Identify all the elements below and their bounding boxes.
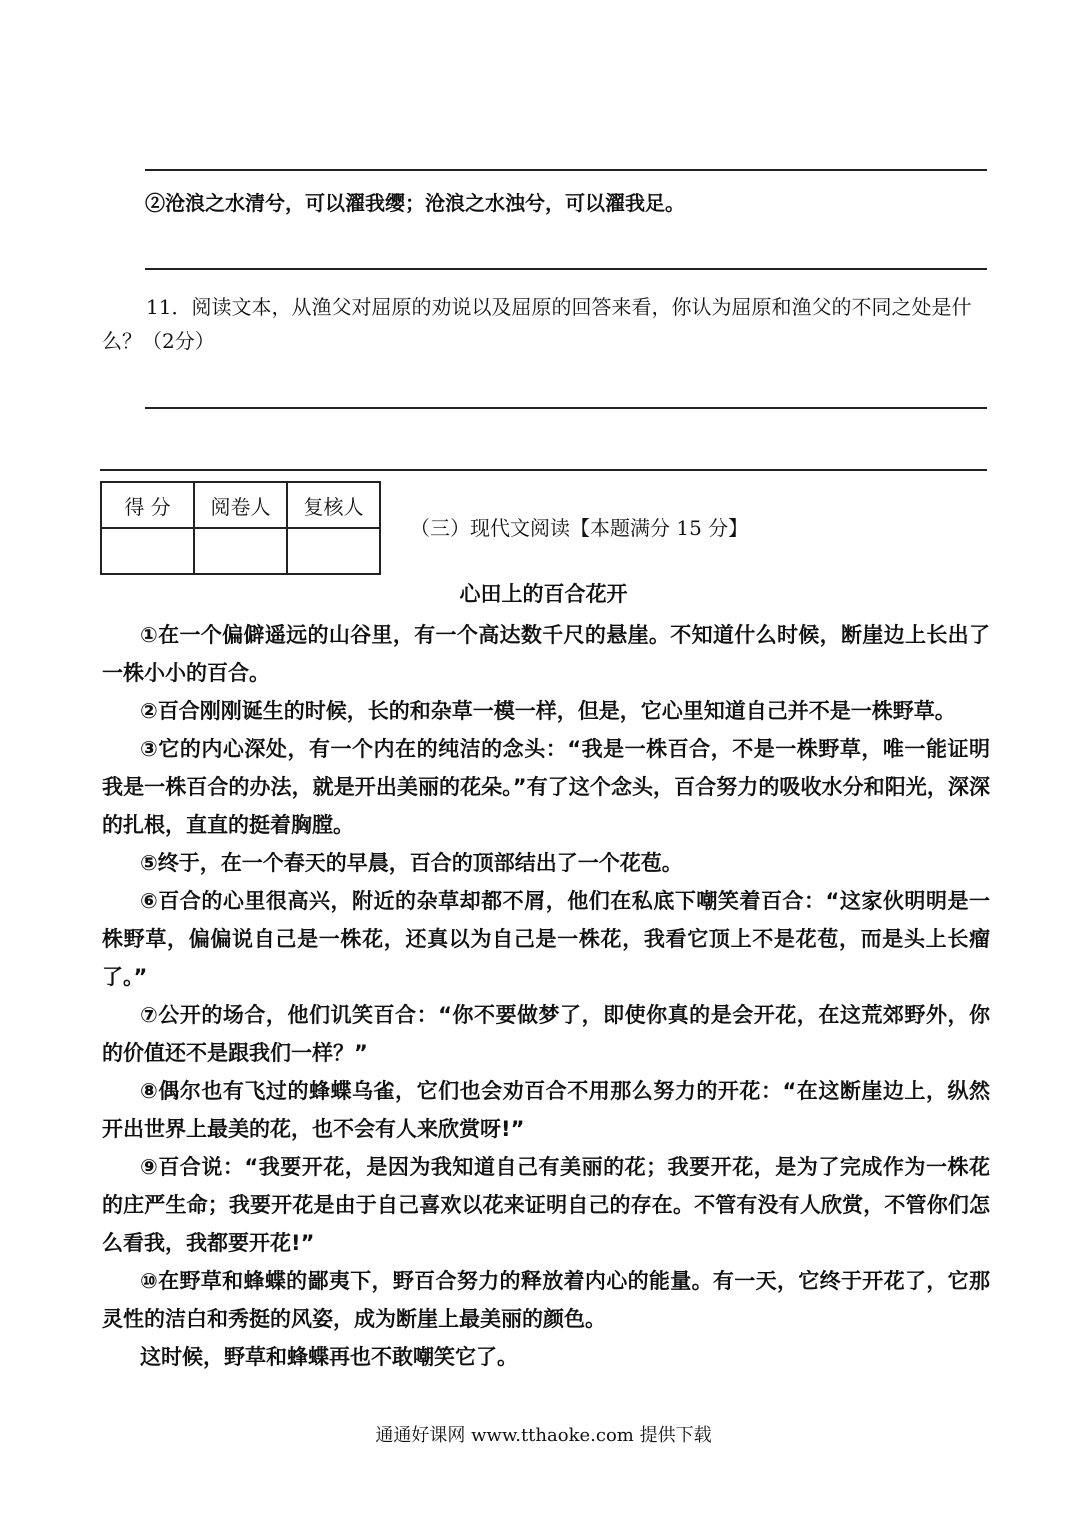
essay-paragraph: ⑩在野草和蜂蝶的鄙夷下，野百合努力的释放着内心的能量。有一天，它终于开花了，它那灵性的洁白和秀挺的风姿，成为断崖上最美丽的颜色。 — [102, 1269, 990, 1331]
essay-paragraph: ⑥百合的心里很高兴，附近的杂草却都不屑，他们在私底下嘲笑着百合：“这家伙明明是一株野草，偏偏说自己是一株花，还真以为自己是一株花，我看它顶上不是花苞，而是头上长瘤了。” — [102, 889, 990, 989]
essay-body — [102, 616, 990, 1376]
essay-paragraph: 这时候，野草和蜂蝶再也不敢嘲笑它了。 — [140, 1345, 518, 1369]
essay-paragraph: ⑧偶尔也有飞过的蜂蝶乌雀，它们也会劝百合不用那么努力的开花：“在这断崖边上，纵然开出世界上最美的花，也不会有人来欣赏呀!” — [102, 1079, 990, 1141]
reviewer-value-cell[interactable] — [287, 528, 380, 574]
essay-paragraph: ③它的内心深处，有一个内在的纯洁的念头：“我是一株百合，不是一株野草，唯一能证明我是一株百合的办法，就是开出美丽的花朵。”有了这个念头，百合努力的吸收水分和阳光，深深的扎根，直直的挺着胸膛。 — [102, 737, 990, 837]
section-title: （三）现代文阅读【本题满分 15 分】 — [410, 516, 749, 540]
essay-paragraph: ⑤终于，在一个春天的早晨，百合的顶部结出了一个花苞。 — [140, 851, 683, 875]
section-divider — [100, 469, 987, 471]
essay-paragraph: ⑦公开的场合，他们讥笑百合：“你不要做梦了，即使你真的是会开花，在这荒郊野外，你的价值还不是跟我们一样？” — [102, 1003, 990, 1065]
quote-line: ②沧浪之水清兮，可以濯我缨；沧浪之水浊兮，可以濯我足。 — [145, 191, 685, 215]
grader-value-cell[interactable] — [194, 528, 287, 574]
page-footer: 通通好课网 www.tthaoke.com 提供下载 — [375, 1425, 712, 1446]
essay-paragraph: ②百合刚刚诞生的时候，长的和杂草一模一样，但是，它心里知道自己并不是一株野草。 — [140, 699, 956, 723]
essay-paragraph: ⑨百合说：“我要开花，是因为我知道自己有美丽的花；我要开花，是为了完成作为一株花的庄严生命；我要开花是由于自己喜欢以花来证明自己的存在。不管有没有人欣赏，不管你们怎么看我，我都要开花!” — [102, 1155, 990, 1255]
question-11: 11．阅读文本，从渔父对屈原的劝说以及屈原的回答来看，你认为屈原和渔父的不同之处是什么？（2分） — [102, 295, 972, 353]
answer-line-2[interactable] — [145, 268, 987, 270]
answer-line-1[interactable] — [145, 169, 987, 171]
score-table-value-row — [101, 528, 380, 574]
score-table-header-row — [101, 482, 380, 528]
score-value-cell[interactable] — [101, 528, 194, 574]
essay-title: 心田上的百合花开 — [459, 582, 628, 606]
score-table — [100, 481, 381, 575]
score-header-cell: 得 分 — [101, 482, 194, 528]
reviewer-header-cell: 复核人 — [287, 482, 380, 528]
essay-paragraph: ①在一个偏僻遥远的山谷里，有一个高达数千尺的悬崖。不知道什么时候，断崖边上长出了一株小小的百合。 — [102, 623, 990, 685]
grader-header-cell: 阅卷人 — [194, 482, 287, 528]
answer-line-3[interactable] — [145, 407, 987, 409]
